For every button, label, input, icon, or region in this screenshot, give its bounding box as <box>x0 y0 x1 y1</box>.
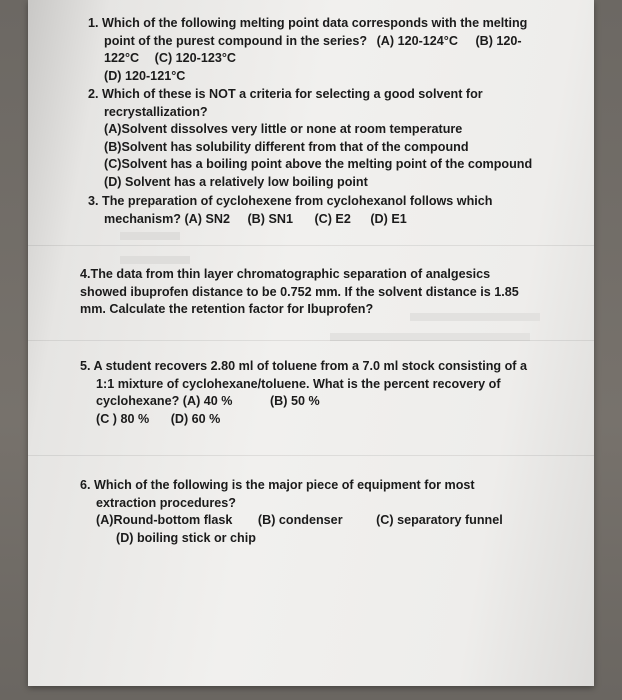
question-3-option-c: (C) E2 <box>314 211 351 226</box>
question-5-option-c: (C ) 80 % <box>96 411 150 426</box>
question-2-option-b: (B)Solvent has solubility different from that of the compound <box>104 139 469 154</box>
question-2-line-1: 2. Which of these is NOT a criteria for selecting a good solvent for <box>88 87 483 101</box>
question-3-option-a: mechanism? (A) SN2 <box>104 211 230 226</box>
show-through-mark <box>120 232 180 240</box>
question-2-line-2: recrystallization? <box>104 104 208 119</box>
question-1-line-2 <box>88 33 527 51</box>
question-1-option-c: (C) 120-123°C <box>154 51 236 65</box>
question-6-option-b: (B) condenser <box>257 513 343 527</box>
question-6-option-c: (C) separatory funnel <box>376 513 503 527</box>
question-5-line-3 <box>80 393 527 411</box>
question-3-option-b: (B) SN1 <box>247 211 293 226</box>
question-1-option-b-end: 122°C <box>104 51 140 65</box>
question-5 <box>80 358 527 428</box>
question-4-line-1: 4.The data from thin layer chromatographic separation of analgesics <box>80 267 491 281</box>
section-divider <box>28 340 594 341</box>
question-3 <box>88 193 493 228</box>
question-5-option-a: cyclohexane? (A) 40 % <box>96 394 233 408</box>
question-6-line-3 <box>80 512 503 530</box>
question-6-line-1: 6. Which of the following is the major piece of equipment for most <box>80 478 475 492</box>
question-3-option-d: (D) E1 <box>370 211 407 226</box>
question-4-line-3: mm. Calculate the retention factor for Ibuprofen? <box>80 302 374 316</box>
question-5-line-1: 5. A student recovers 2.80 ml of toluene from a 7.0 ml stock consisting of a <box>80 359 527 373</box>
question-6 <box>80 477 503 547</box>
question-1-option-d: (D) 120-121°C <box>104 68 186 83</box>
question-1 <box>88 15 527 85</box>
question-2-option-d: (D) Solvent has a relatively low boiling point <box>104 174 368 189</box>
question-5-line-2: 1:1 mixture of cyclohexane/toluene. What is the percent recovery of <box>96 376 501 391</box>
question-2-option-a: (A)Solvent dissolves very little or none at room temperature <box>104 122 463 136</box>
question-5-option-b: (B) 50 % <box>269 394 320 408</box>
question-3-line-2 <box>88 211 493 229</box>
question-2 <box>88 86 532 191</box>
question-6-line-2: extraction procedures? <box>96 495 236 510</box>
question-1-option-a: (A) 120-124°C <box>376 33 458 48</box>
question-4-line-2: showed ibuprofen distance to be 0.752 mm. If the solvent distance is 1.85 <box>80 284 519 299</box>
question-5-option-d: (D) 60 % <box>170 411 221 426</box>
show-through-mark <box>120 256 190 264</box>
question-1-stem: point of the purest compound in the series? <box>104 33 368 48</box>
question-1-line-1: 1. Which of the following melting point data corresponds with the melting <box>88 16 528 30</box>
question-5-line-4 <box>80 411 527 429</box>
question-3-line-1: 3. The preparation of cyclohexene from cyclohexanol follows which <box>88 194 493 208</box>
question-4 <box>80 266 519 319</box>
question-6-option-a: (A)Round-bottom flask <box>96 513 233 527</box>
section-divider <box>28 245 594 246</box>
question-1-option-b: (B) 120- <box>475 33 522 48</box>
question-2-option-c: (C)Solvent has a boiling point above the melting point of the compound <box>104 157 533 171</box>
question-1-line-3 <box>88 50 527 68</box>
question-6-option-d: (D) boiling stick or chip <box>116 530 256 545</box>
section-divider <box>28 455 594 456</box>
